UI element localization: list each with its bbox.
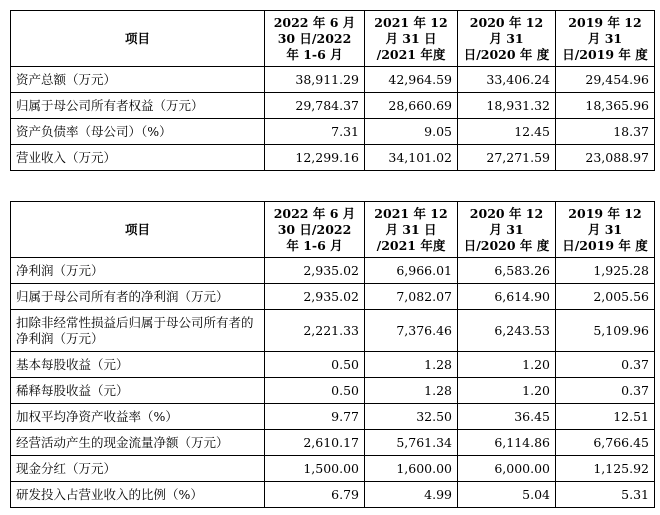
cell-value: 2,221.33 (265, 310, 365, 352)
cell-value: 1.20 (458, 378, 556, 404)
column-header-2022h1: 2022 年 6 月 30 日/2022 年 1-6 月 (265, 202, 365, 258)
cell-value: 32.50 (365, 404, 458, 430)
cell-value: 6,614.90 (458, 284, 556, 310)
cell-value: 6,243.53 (458, 310, 556, 352)
column-header-2019: 2019 年 12 月 31 日/2019 年 度 (556, 202, 655, 258)
cell-value: 6,114.86 (458, 430, 556, 456)
row-label: 基本每股收益（元） (11, 352, 265, 378)
cell-value: 7.31 (265, 119, 365, 145)
cell-value: 5.04 (458, 482, 556, 508)
cell-value: 1,500.00 (265, 456, 365, 482)
row-label: 现金分红（万元） (11, 456, 265, 482)
cell-value: 0.37 (556, 378, 655, 404)
cell-value: 12,299.16 (265, 145, 365, 171)
table-row (11, 258, 655, 284)
column-header-2022h1: 2022 年 6 月 30 日/2022 年 1-6 月 (265, 11, 365, 67)
row-label: 归属于母公司所有者权益（万元） (11, 93, 265, 119)
cell-value: 36.45 (458, 404, 556, 430)
cell-value: 2,935.02 (265, 284, 365, 310)
financial-table-1 (10, 10, 655, 171)
table-row (11, 456, 655, 482)
cell-value: 18,931.32 (458, 93, 556, 119)
row-label: 净利润（万元） (11, 258, 265, 284)
cell-value: 18.37 (556, 119, 655, 145)
table-row (11, 430, 655, 456)
table-row (11, 119, 655, 145)
table-header-row (11, 11, 655, 67)
row-label: 资产负债率（母公司）（%） (11, 119, 265, 145)
cell-value: 1.28 (365, 378, 458, 404)
cell-value: 6.79 (265, 482, 365, 508)
cell-value: 1.28 (365, 352, 458, 378)
table-row (11, 352, 655, 378)
column-header-2019: 2019 年 12 月 31 日/2019 年 度 (556, 11, 655, 67)
cell-value: 6,966.01 (365, 258, 458, 284)
cell-value: 18,365.96 (556, 93, 655, 119)
cell-value: 28,660.69 (365, 93, 458, 119)
cell-value: 1,925.28 (556, 258, 655, 284)
cell-value: 12.45 (458, 119, 556, 145)
column-header-2021: 2021 年 12 月 31 日 /2021 年度 (365, 11, 458, 67)
cell-value: 5,761.34 (365, 430, 458, 456)
cell-value: 38,911.29 (265, 67, 365, 93)
column-header-item: 项目 (11, 202, 265, 258)
row-label: 归属于母公司所有者的净利润（万元） (11, 284, 265, 310)
cell-value: 33,406.24 (458, 67, 556, 93)
cell-value: 29,454.96 (556, 67, 655, 93)
cell-value: 9.77 (265, 404, 365, 430)
cell-value: 4.99 (365, 482, 458, 508)
table-row (11, 93, 655, 119)
column-header-2021: 2021 年 12 月 31 日 /2021 年度 (365, 202, 458, 258)
table-row (11, 67, 655, 93)
cell-value: 0.37 (556, 352, 655, 378)
cell-value: 6,000.00 (458, 456, 556, 482)
table-row (11, 310, 655, 352)
table-row (11, 284, 655, 310)
cell-value: 1,600.00 (365, 456, 458, 482)
column-header-item: 项目 (11, 11, 265, 67)
table-row (11, 482, 655, 508)
table-header-row (11, 202, 655, 258)
financial-table-2 (10, 201, 655, 508)
column-header-2020: 2020 年 12 月 31 日/2020 年 度 (458, 11, 556, 67)
cell-value: 5.31 (556, 482, 655, 508)
table-row (11, 145, 655, 171)
cell-value: 12.51 (556, 404, 655, 430)
row-label: 营业收入（万元） (11, 145, 265, 171)
cell-value: 9.05 (365, 119, 458, 145)
row-label: 扣除非经常性损益后归属于母公司所有者的净利润（万元） (11, 310, 265, 352)
cell-value: 5,109.96 (556, 310, 655, 352)
cell-value: 2,005.56 (556, 284, 655, 310)
cell-value: 1,125.92 (556, 456, 655, 482)
cell-value: 42,964.59 (365, 67, 458, 93)
row-label: 资产总额（万元） (11, 67, 265, 93)
cell-value: 7,082.07 (365, 284, 458, 310)
cell-value: 23,088.97 (556, 145, 655, 171)
cell-value: 34,101.02 (365, 145, 458, 171)
row-label: 稀释每股收益（元） (11, 378, 265, 404)
cell-value: 27,271.59 (458, 145, 556, 171)
cell-value: 2,935.02 (265, 258, 365, 284)
cell-value: 2,610.17 (265, 430, 365, 456)
row-label: 加权平均净资产收益率（%） (11, 404, 265, 430)
cell-value: 0.50 (265, 378, 365, 404)
cell-value: 1.20 (458, 352, 556, 378)
cell-value: 6,583.26 (458, 258, 556, 284)
cell-value: 6,766.45 (556, 430, 655, 456)
row-label: 经营活动产生的现金流量净额（万元） (11, 430, 265, 456)
table-row (11, 378, 655, 404)
row-label: 研发投入占营业收入的比例（%） (11, 482, 265, 508)
cell-value: 29,784.37 (265, 93, 365, 119)
table-row (11, 404, 655, 430)
cell-value: 7,376.46 (365, 310, 458, 352)
column-header-2020: 2020 年 12 月 31 日/2020 年 度 (458, 202, 556, 258)
cell-value: 0.50 (265, 352, 365, 378)
